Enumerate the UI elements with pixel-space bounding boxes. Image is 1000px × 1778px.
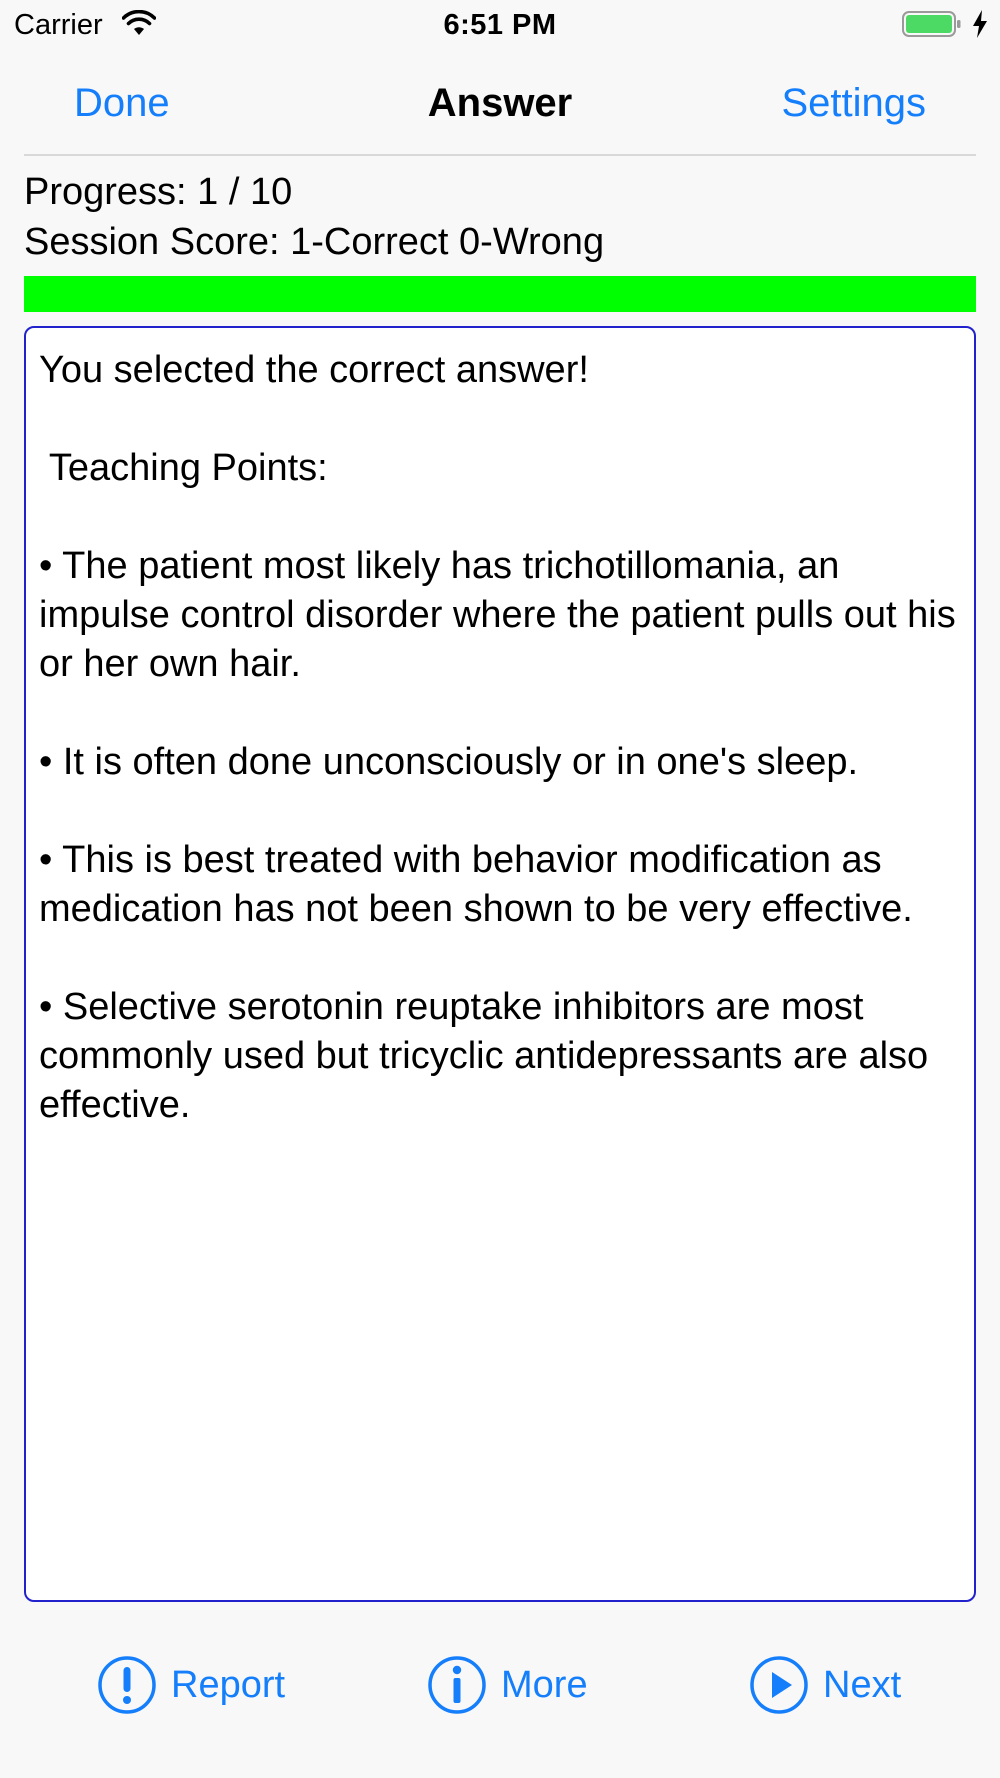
battery-icon — [902, 10, 962, 38]
answer-content — [39, 346, 969, 1130]
teaching-point: • The patient most likely has trichotillomania, an impulse control disorder where the patient pulls out his or her own hair. — [39, 545, 956, 685]
session-score-label: Session Score: 1-Correct 0-Wrong — [24, 221, 605, 263]
progress-bar-fill — [24, 276, 976, 312]
done-button[interactable]: Done — [74, 81, 170, 125]
teaching-point: • Selective serotonin reuptake inhibitors are most commonly used but tricyclic antidepressants are also effective. — [39, 986, 929, 1126]
navigation-bar — [24, 52, 976, 156]
teaching-point: • This is best treated with behavior modification as medication has not been shown to be very effective. — [39, 839, 913, 930]
more-label: More — [501, 1664, 588, 1706]
charging-bolt-icon — [970, 9, 990, 39]
progress-bar — [24, 276, 976, 312]
status-bar — [0, 0, 1000, 50]
answer-result: You selected the correct answer! — [39, 349, 589, 391]
page-title: Answer — [427, 81, 573, 125]
more-button[interactable] — [427, 1650, 588, 1720]
carrier-label: Carrier — [14, 9, 103, 41]
settings-button[interactable]: Settings — [781, 81, 926, 125]
status-time: 6:51 PM — [443, 9, 557, 41]
teaching-point: • It is often done unconsciously or in one's sleep. — [39, 741, 859, 783]
bottom-toolbar — [0, 1650, 1000, 1720]
report-label: Report — [171, 1664, 286, 1706]
progress-label: Progress: 1 / 10 — [24, 171, 293, 213]
answer-text-view[interactable] — [24, 326, 976, 1602]
next-button[interactable] — [749, 1650, 901, 1720]
info-circle-icon — [427, 1655, 487, 1715]
exclamation-circle-icon — [97, 1655, 157, 1715]
report-button[interactable] — [97, 1650, 285, 1720]
play-circle-icon — [749, 1655, 809, 1715]
next-label: Next — [823, 1664, 902, 1706]
teaching-points-heading: Teaching Points: — [39, 447, 328, 489]
